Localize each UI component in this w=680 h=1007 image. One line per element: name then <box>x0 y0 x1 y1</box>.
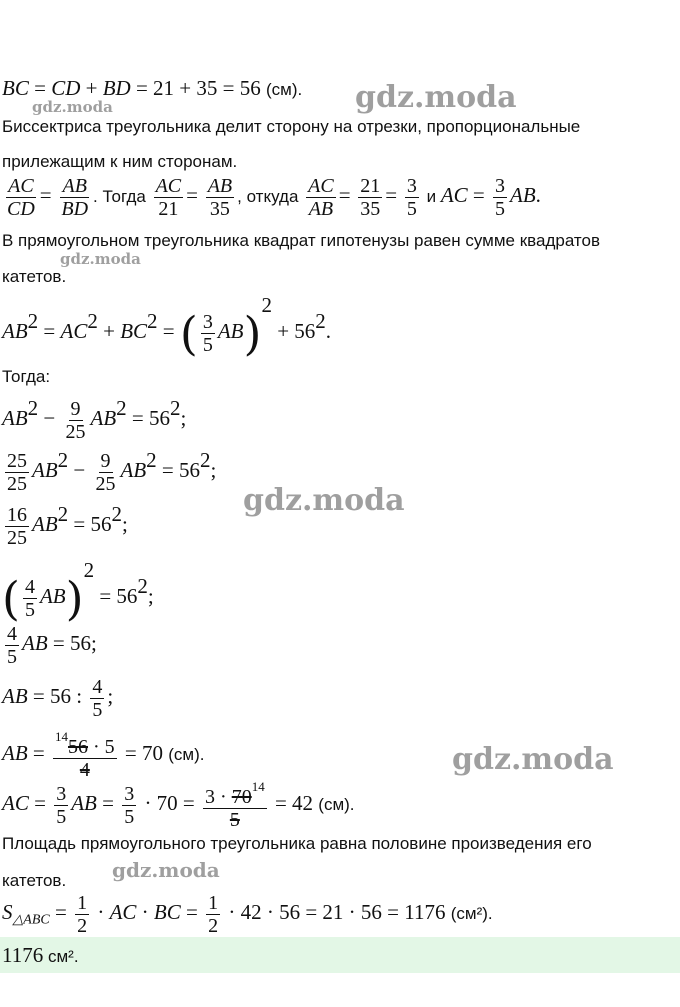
answer-unit: см². <box>47 947 79 966</box>
equation-step5: $\frac{4}{5}$ AB = 56; <box>7 623 97 668</box>
equation-step3: $\frac{16}{25}$ $AB^2 = 56^2$; <box>7 502 128 550</box>
equation-bc: BC = CD + BD = 21 + 35 = 56 (см). <box>2 76 303 100</box>
text-area-line1: Площадь прямоугольного треугольника равна половине произведения его <box>2 834 592 853</box>
watermark-logo: gdz.moda <box>355 80 517 115</box>
answer-box <box>0 937 680 973</box>
watermark-logo: gdz.moda <box>243 483 405 518</box>
equation-step8: AC = $\frac{3}{5}$ AB = $\frac{3}{5}$ · 70 = $\frac{3 \cdot 70^{14}}{5}$ = 42 (см). <box>2 779 355 831</box>
text-bisector-line1: Биссектриса треугольника делит сторону на отрезки, пропорциональные <box>2 117 581 136</box>
text-area-line2: катетов. <box>2 871 67 890</box>
text-bisector-line2: прилежащим к ним сторонам. <box>2 152 238 171</box>
watermark-logo: gdz.moda <box>112 858 220 882</box>
equation-pythagoras: $AB^2 = AC^2 + BC^2$ = ( $\frac{3}{5}$ $AB)^2 + 56^2$. <box>2 293 332 361</box>
equation-area: $S_{\triangle ABC}$ = $\frac{1}{2}$ · AC · BC = $\frac{1}{2}$ · 42 · 56 = 21 · 56 = 1176 (см²). <box>2 892 493 937</box>
equation-step7: AB = $\frac{^{14}56 \cdot 5}{4}$ = 70 (см). <box>2 729 205 781</box>
watermark-logo: gdz.moda <box>32 98 113 116</box>
equation-step2: $\frac{25}{25}$ $AB^2$ − $\frac{9}{25}$ $AB^2 = 56^2$; <box>7 448 217 496</box>
equation-step1: $AB^2$ − $\frac{9}{25}$ $AB^2 = 56^2$; <box>2 396 187 444</box>
equation-proportion: $\frac{AC}{CD}$ = $\frac{AB}{BD}$ . Тогда $\frac{AC}{21}$ = $\frac{AB}{35}$ , откуда $\frac{AC}{AB}$ = $\frac{21}{35}$ = $\frac{3}{5}$ и AC = $\frac{3}{5}$ AB. <box>7 175 541 220</box>
text-pythagoras-line1: В прямоугольном треугольника квадрат гипотенузы равен сумме квадратов <box>2 231 600 250</box>
answer-value: 1176 <box>2 943 44 967</box>
text-togda: Тогда: <box>2 367 51 386</box>
watermark-logo: gdz.moda <box>452 742 614 777</box>
equation-step6: AB = 56 : $\frac{4}{5}$ ; <box>2 676 114 721</box>
text-pythagoras-line2: катетов. <box>2 267 67 286</box>
answer-line <box>2 945 79 966</box>
watermark-logo: gdz.moda <box>60 250 141 268</box>
equation-step4: ( $\frac{4}{5}$ $AB)^2 = 56^2$; <box>2 558 154 626</box>
